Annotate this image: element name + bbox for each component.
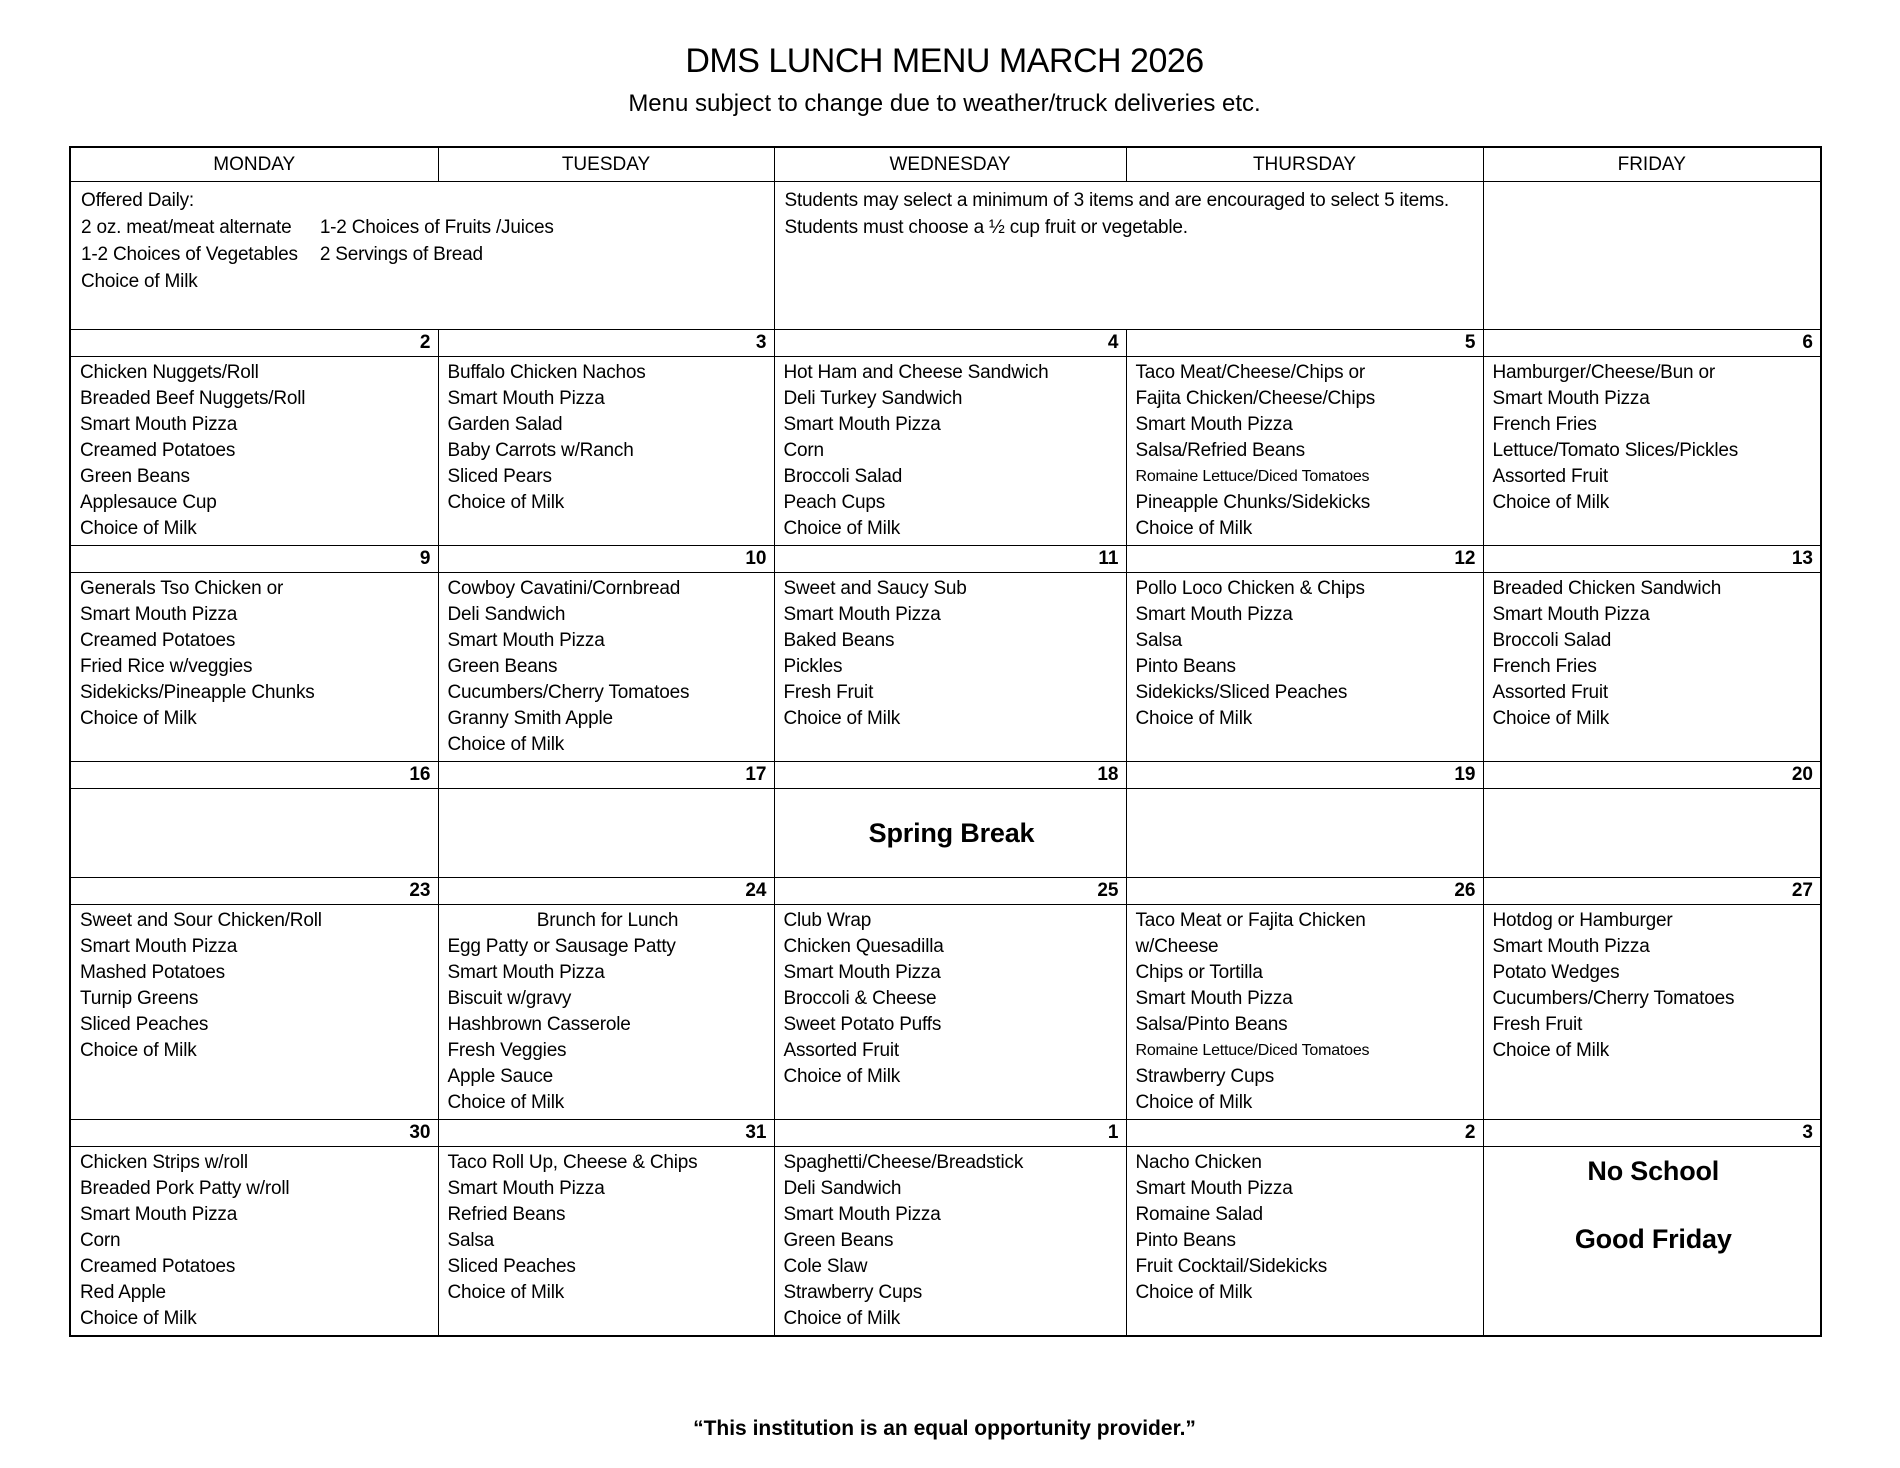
offered-daily-item: Choice of Milk xyxy=(81,271,198,292)
menu-cell xyxy=(1483,573,1821,762)
menu-cell xyxy=(1126,573,1483,762)
menu-item: Sliced Peaches xyxy=(80,1014,209,1035)
date-row xyxy=(70,330,1821,357)
menu-item: Choice of Milk xyxy=(783,708,901,729)
selection-note-cell xyxy=(774,182,1483,330)
menu-item: Choice of Milk xyxy=(447,1092,565,1113)
menu-item: Smart Mouth Pizza xyxy=(1135,414,1293,435)
menu-item: Corn xyxy=(783,440,824,461)
menu-cell xyxy=(1483,357,1821,546)
menu-item: Mashed Potatoes xyxy=(80,962,225,983)
menu-cell xyxy=(1483,905,1821,1120)
menu-item: Taco Meat or Fajita Chicken xyxy=(1135,910,1366,931)
menu-item: Refried Beans xyxy=(447,1204,566,1225)
menu-item: French Fries xyxy=(1492,414,1597,435)
menu-item: Choice of Milk xyxy=(80,518,197,539)
menu-item: Fried Rice w/veggies xyxy=(80,656,253,677)
menu-item: Broccoli Salad xyxy=(783,466,903,487)
date-cell: 5 xyxy=(1126,330,1483,357)
spring-break-cell xyxy=(774,789,1126,878)
menu-item: Choice of Milk xyxy=(80,708,197,729)
menu-item: Smart Mouth Pizza xyxy=(80,936,238,957)
page-subtitle: Menu subject to change due to weather/truck deliveries etc. xyxy=(628,90,1261,117)
date-cell: 9 xyxy=(70,546,438,573)
menu-item: Buffalo Chicken Nachos xyxy=(447,362,646,383)
menu-item: Smart Mouth Pizza xyxy=(783,414,941,435)
menu-item: Hashbrown Casserole xyxy=(447,1014,631,1035)
menu-cell xyxy=(774,357,1126,546)
menu-item: Salsa xyxy=(1135,630,1183,651)
menu-row xyxy=(70,905,1821,1120)
menu-item: Turnip Greens xyxy=(80,988,199,1009)
menu-cell xyxy=(438,573,774,762)
date-cell: 25 xyxy=(774,878,1126,905)
menu-item: Potato Wedges xyxy=(1492,962,1620,983)
menu-item: French Fries xyxy=(1492,656,1597,677)
menu-item: Baked Beans xyxy=(783,630,895,651)
date-cell: 27 xyxy=(1483,878,1821,905)
menu-item: Smart Mouth Pizza xyxy=(80,1204,238,1225)
menu-item: Lettuce/Tomato Slices/Pickles xyxy=(1492,440,1739,461)
offered-daily-item: 1-2 Choices of Fruits /Juices xyxy=(319,217,554,238)
date-cell: 4 xyxy=(774,330,1126,357)
menu-item: Pickles xyxy=(783,656,843,677)
good-friday-label: Good Friday xyxy=(1574,1224,1732,1254)
empty-day-cell xyxy=(1483,789,1821,878)
no-school-cell xyxy=(1483,1147,1821,1337)
menu-cell xyxy=(70,573,438,762)
menu-item: Choice of Milk xyxy=(783,1066,901,1087)
footer-statement: “This institution is an equal opportunity provider.” xyxy=(693,1417,1196,1440)
menu-item: Smart Mouth Pizza xyxy=(1135,1178,1293,1199)
day-header-wednesday: WEDNESDAY xyxy=(774,147,1126,182)
menu-item: Smart Mouth Pizza xyxy=(1135,988,1293,1009)
date-row xyxy=(70,878,1821,905)
menu-item: Fresh Fruit xyxy=(783,682,874,703)
menu-item: Choice of Milk xyxy=(783,518,901,539)
menu-item: Taco Roll Up, Cheese & Chips xyxy=(447,1152,698,1173)
menu-item: Breaded Beef Nuggets/Roll xyxy=(80,388,306,409)
menu-item: Broccoli & Cheese xyxy=(783,988,937,1009)
menu-item: Sliced Pears xyxy=(447,466,552,487)
menu-item: Green Beans xyxy=(447,656,558,677)
date-cell: 24 xyxy=(438,878,774,905)
menu-item: Creamed Potatoes xyxy=(80,440,236,461)
menu-row xyxy=(70,357,1821,546)
offered-daily-cell xyxy=(70,182,774,330)
menu-item: Smart Mouth Pizza xyxy=(1492,388,1650,409)
date-row xyxy=(70,546,1821,573)
menu-item: Breaded Chicken Sandwich xyxy=(1492,578,1722,599)
selection-note: Students may select a minimum of 3 items and are encouraged to select 5 items. Students must choose a ½ cup fruit or vegetable. xyxy=(784,190,1460,238)
day-header-thursday: THURSDAY xyxy=(1126,147,1483,182)
menu-item: Strawberry Cups xyxy=(783,1282,922,1303)
offered-daily-left-column xyxy=(81,214,298,295)
date-cell: 23 xyxy=(70,878,438,905)
menu-cell xyxy=(438,357,774,546)
menu-item: Choice of Milk xyxy=(1492,708,1610,729)
date-row xyxy=(70,1120,1821,1147)
menu-item: Fruit Cocktail/Sidekicks xyxy=(1135,1256,1328,1277)
date-cell: 3 xyxy=(1483,1120,1821,1147)
menu-item: Spaghetti/Cheese/Breadstick xyxy=(783,1152,1024,1173)
date-cell: 6 xyxy=(1483,330,1821,357)
menu-item: Choice of Milk xyxy=(80,1040,197,1061)
menu-item: Taco Meat/Cheese/Chips or xyxy=(1135,362,1365,383)
date-cell: 31 xyxy=(438,1120,774,1147)
menu-item: Smart Mouth Pizza xyxy=(447,388,605,409)
date-cell: 10 xyxy=(438,546,774,573)
menu-item: Choice of Milk xyxy=(80,1308,197,1329)
menu-item: Peach Cups xyxy=(783,492,886,513)
menu-item: Breaded Pork Patty w/roll xyxy=(80,1178,290,1199)
menu-item: Smart Mouth Pizza xyxy=(80,414,238,435)
menu-item: Smart Mouth Pizza xyxy=(783,604,941,625)
menu-item: Pinto Beans xyxy=(1135,1230,1236,1251)
menu-item: Choice of Milk xyxy=(1135,708,1253,729)
date-cell: 18 xyxy=(774,762,1126,789)
menu-item: Sidekicks/Pineapple Chunks xyxy=(80,682,315,703)
date-cell: 26 xyxy=(1126,878,1483,905)
menu-cell xyxy=(1126,905,1483,1120)
menu-item: Egg Patty or Sausage Patty xyxy=(447,936,676,957)
day-header-tuesday: TUESDAY xyxy=(438,147,774,182)
date-cell: 19 xyxy=(1126,762,1483,789)
menu-item: Romaine Lettuce/Diced Tomatoes xyxy=(1135,468,1370,485)
date-cell: 17 xyxy=(438,762,774,789)
info-empty-cell xyxy=(1483,182,1821,330)
menu-item: Chicken Quesadilla xyxy=(783,936,944,957)
menu-row xyxy=(70,1147,1821,1337)
day-header-friday: FRIDAY xyxy=(1483,147,1821,182)
menu-item: Choice of Milk xyxy=(1492,1040,1610,1061)
menu-item: Cole Slaw xyxy=(783,1256,868,1277)
page-title: DMS LUNCH MENU MARCH 2026 xyxy=(685,42,1204,80)
menu-item: Hamburger/Cheese/Bun or xyxy=(1492,362,1715,383)
offered-daily-heading: Offered Daily: xyxy=(81,190,195,211)
menu-item: Deli Sandwich xyxy=(447,604,566,625)
menu-cell xyxy=(1126,357,1483,546)
menu-cell xyxy=(70,357,438,546)
menu-item: Smart Mouth Pizza xyxy=(1492,604,1650,625)
date-cell: 11 xyxy=(774,546,1126,573)
menu-item: Garden Salad xyxy=(447,414,563,435)
menu-item: w/Cheese xyxy=(1135,936,1219,957)
menu-item: Apple Sauce xyxy=(447,1066,554,1087)
menu-item: Pineapple Chunks/Sidekicks xyxy=(1135,492,1371,513)
menu-item: Sliced Peaches xyxy=(447,1256,576,1277)
menu-item: Creamed Potatoes xyxy=(80,1256,236,1277)
offered-daily-columns xyxy=(81,214,764,295)
menu-item: Smart Mouth Pizza xyxy=(447,962,605,983)
menu-item: Biscuit w/gravy xyxy=(447,988,572,1009)
menu-item: Nacho Chicken xyxy=(1135,1152,1262,1173)
date-row xyxy=(70,762,1821,789)
menu-row xyxy=(70,789,1821,878)
menu-item: Assorted Fruit xyxy=(1492,682,1608,703)
menu-item: Fajita Chicken/Cheese/Chips xyxy=(1135,388,1376,409)
menu-item: Generals Tso Chicken or xyxy=(80,578,284,599)
menu-item: Smart Mouth Pizza xyxy=(1135,604,1293,625)
menu-item: Applesauce Cup xyxy=(80,492,217,513)
menu-item: Deli Sandwich xyxy=(783,1178,902,1199)
menu-item: Smart Mouth Pizza xyxy=(447,630,605,651)
empty-day-cell xyxy=(70,789,438,878)
date-cell: 2 xyxy=(70,330,438,357)
menu-item: Brunch for Lunch xyxy=(536,910,679,931)
spring-break-label: Spring Break xyxy=(868,818,1035,848)
menu-item: Deli Turkey Sandwich xyxy=(783,388,963,409)
menu-item: Cowboy Cavatini/Cornbread xyxy=(447,578,681,599)
menu-item: Red Apple xyxy=(80,1282,166,1303)
menu-item: Sweet Potato Puffs xyxy=(783,1014,942,1035)
menu-cell xyxy=(1126,1147,1483,1337)
menu-item: Hot Ham and Cheese Sandwich xyxy=(783,362,1049,383)
menu-item: Assorted Fruit xyxy=(1492,466,1608,487)
menu-item: Cucumbers/Cherry Tomatoes xyxy=(447,682,690,703)
menu-item: Assorted Fruit xyxy=(783,1040,899,1061)
menu-item: Hotdog or Hamburger xyxy=(1492,910,1673,931)
menu-item: Pinto Beans xyxy=(1135,656,1236,677)
menu-item: Choice of Milk xyxy=(1135,518,1253,539)
menu-item: Sidekicks/Sliced Peaches xyxy=(1135,682,1348,703)
menu-item: Choice of Milk xyxy=(1135,1092,1253,1113)
menu-item: Salsa xyxy=(447,1230,495,1251)
menu-item: Chicken Strips w/roll xyxy=(80,1152,248,1173)
menu-cell xyxy=(438,905,774,1120)
menu-item: Choice of Milk xyxy=(1492,492,1610,513)
menu-item: Choice of Milk xyxy=(447,492,565,513)
menu-item: Baby Carrots w/Ranch xyxy=(447,440,634,461)
menu-item: Choice of Milk xyxy=(447,1282,565,1303)
lunch-menu-calendar xyxy=(69,146,1822,1337)
date-cell: 2 xyxy=(1126,1120,1483,1147)
menu-item: Strawberry Cups xyxy=(1135,1066,1274,1087)
menu-item: Smart Mouth Pizza xyxy=(1492,936,1650,957)
menu-item: Pollo Loco Chicken & Chips xyxy=(1135,578,1365,599)
date-cell: 30 xyxy=(70,1120,438,1147)
info-row xyxy=(70,182,1821,330)
menu-row xyxy=(70,573,1821,762)
empty-day-cell xyxy=(1126,789,1483,878)
menu-item: Salsa/Refried Beans xyxy=(1135,440,1305,461)
menu-item: Club Wrap xyxy=(783,910,872,931)
menu-item: Smart Mouth Pizza xyxy=(80,604,238,625)
menu-item: Corn xyxy=(80,1230,121,1251)
date-cell: 16 xyxy=(70,762,438,789)
date-cell: 12 xyxy=(1126,546,1483,573)
menu-item: Broccoli Salad xyxy=(1492,630,1612,651)
menu-item: Romaine Salad xyxy=(1135,1204,1263,1225)
menu-cell xyxy=(70,905,438,1120)
menu-cell xyxy=(774,573,1126,762)
menu-item: Fresh Veggies xyxy=(447,1040,567,1061)
day-header-monday: MONDAY xyxy=(70,147,438,182)
menu-item: Salsa/Pinto Beans xyxy=(1135,1014,1288,1035)
menu-item: Smart Mouth Pizza xyxy=(783,1204,941,1225)
menu-item: Romaine Lettuce/Diced Tomatoes xyxy=(1135,1042,1370,1059)
menu-cell xyxy=(70,1147,438,1337)
empty-day-cell xyxy=(438,789,774,878)
date-cell: 1 xyxy=(774,1120,1126,1147)
menu-item: Choice of Milk xyxy=(783,1308,901,1329)
menu-item: Choice of Milk xyxy=(447,734,565,755)
menu-item: Sweet and Saucy Sub xyxy=(783,578,967,599)
menu-cell xyxy=(774,905,1126,1120)
menu-item: Smart Mouth Pizza xyxy=(783,962,941,983)
menu-item: Smart Mouth Pizza xyxy=(447,1178,605,1199)
menu-item: Chicken Nuggets/Roll xyxy=(80,362,259,383)
date-cell: 3 xyxy=(438,330,774,357)
offered-daily-item: 2 oz. meat/meat alternate xyxy=(81,217,292,238)
menu-item: Green Beans xyxy=(783,1230,894,1251)
menu-item: Green Beans xyxy=(80,466,190,487)
offered-daily-right-column xyxy=(320,214,554,295)
menu-item: Creamed Potatoes xyxy=(80,630,236,651)
menu-cell xyxy=(774,1147,1126,1337)
menu-item: Granny Smith Apple xyxy=(447,708,613,729)
menu-item: Chips or Tortilla xyxy=(1135,962,1263,983)
menu-item: Cucumbers/Cherry Tomatoes xyxy=(1492,988,1735,1009)
offered-daily-item: 2 Servings of Bread xyxy=(319,244,483,265)
no-school-label: No School xyxy=(1587,1156,1720,1186)
menu-item: Sweet and Sour Chicken/Roll xyxy=(80,910,322,931)
menu-item: Fresh Fruit xyxy=(1492,1014,1583,1035)
menu-cell xyxy=(438,1147,774,1337)
date-cell: 13 xyxy=(1483,546,1821,573)
date-cell: 20 xyxy=(1483,762,1821,789)
menu-item: Choice of Milk xyxy=(1135,1282,1253,1303)
offered-daily-item: 1-2 Choices of Vegetables xyxy=(81,244,298,265)
day-header-row xyxy=(70,147,1821,182)
